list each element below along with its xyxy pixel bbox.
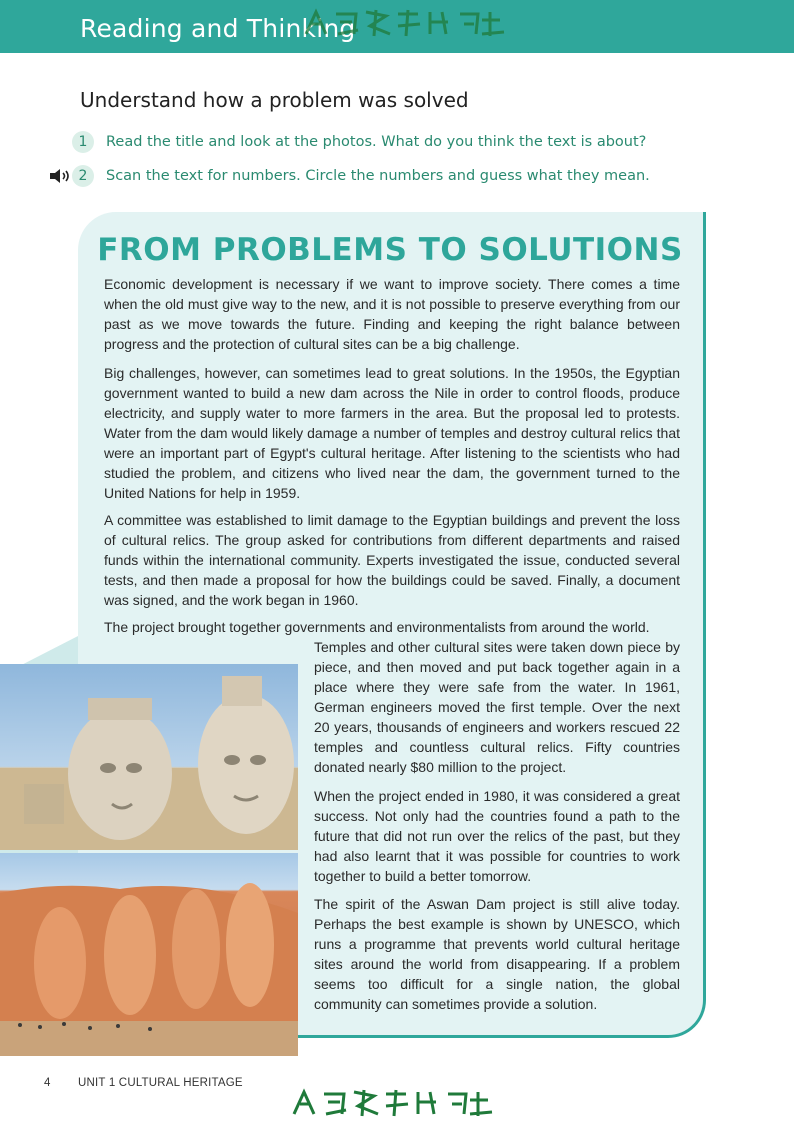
- task-item-1: [72, 131, 646, 153]
- page-number: 4: [44, 1077, 51, 1089]
- photo-pharaoh-heads: [0, 664, 298, 850]
- task-text: Read the title and look at the photos. What do you think the text is about?: [106, 134, 647, 150]
- audio-speaker-icon[interactable]: [48, 168, 72, 184]
- task-number-badge: 1: [72, 131, 94, 153]
- article-paragraph-5: When the project ended in 1980, it was considered a great success. Not only had the countries found a path to the future that did not run over the relics of the past, but they had also learnt that it was possible for countries to work together to build a better tomorrow.: [314, 788, 680, 884]
- footer-unit-label: UNIT 1 CULTURAL HERITAGE: [78, 1077, 243, 1089]
- article-title: FROM PROBLEMS TO SOLUTIONS: [97, 232, 683, 268]
- publisher-watermark-header: [300, 6, 510, 47]
- task-text: Scan the text for numbers. Circle the numbers and guess what they mean.: [106, 168, 650, 184]
- article-paragraph-2: Big challenges, however, can sometimes lead to great solutions. In the 1950s, the Egyptian government wanted to build a new dam across the Nile in order to control floods, produce electricity, and supply water to more farmers in the area. But the proposal led to protests. Water from the dam would likely damage a number of temples and destroy cultural relics that were an important part of Egypt's cultural heritage. After listening to the scientists who had studied the problem, and citizens who lived near the dam, the government turned to the United Nations for help in 1959.: [104, 365, 680, 501]
- article-paragraph-4-body: Temples and other cultural sites were taken down piece by piece, and then moved and put back together again in a place where they were safe from the water. In 1961, German engineers moved the first temple. Over the next 20 years, thousands of engineers and workers rescued 22 temples and countless cultural relics. Fifty countries donated nearly $80 million to the project.: [314, 639, 680, 775]
- article-paragraph-6: The spirit of the Aswan Dam project is still alive today. Perhaps the best example is shown by UNESCO, which runs a programme that prevents world cultural heritage sites around the world from disappearing. If a problem seems too difficult for a single nation, the global community can sometimes provide a solution.: [314, 896, 680, 1012]
- article-paragraph-1: Economic development is necessary if we want to improve society. There comes a time when the old must give way to the new, and it is not possible to preserve everything from our past as we move towards the future. Finding and keeping the right balance between progress and the protection of cultural sites can be a big challenge.: [104, 276, 680, 352]
- publisher-watermark-footer: [288, 1086, 508, 1123]
- publisher-logo-icon: [288, 1086, 508, 1120]
- photo-abu-simbel-temple: [0, 853, 298, 1056]
- publisher-logo-icon: [300, 6, 510, 40]
- article-paragraph-3: A committee was established to limit damage to the Egyptian buildings and prevent the loss of cultural relics. The group asked for contributions from different departments and raised funds within the international community. Experts investigated the issue, conducted several tests, and then made a proposal for how the buildings could be saved. Finally, a document was signed, and the work began in 1960.: [104, 512, 680, 608]
- task-number-badge: 2: [72, 165, 94, 187]
- section-heading: Understand how a problem was solved: [80, 88, 469, 112]
- task-item-2: [72, 165, 650, 187]
- page-header-title: Reading and Thinking: [80, 14, 356, 43]
- article-paragraph-4-lead: The project brought together governments and environmentalists from around the world.: [104, 619, 650, 635]
